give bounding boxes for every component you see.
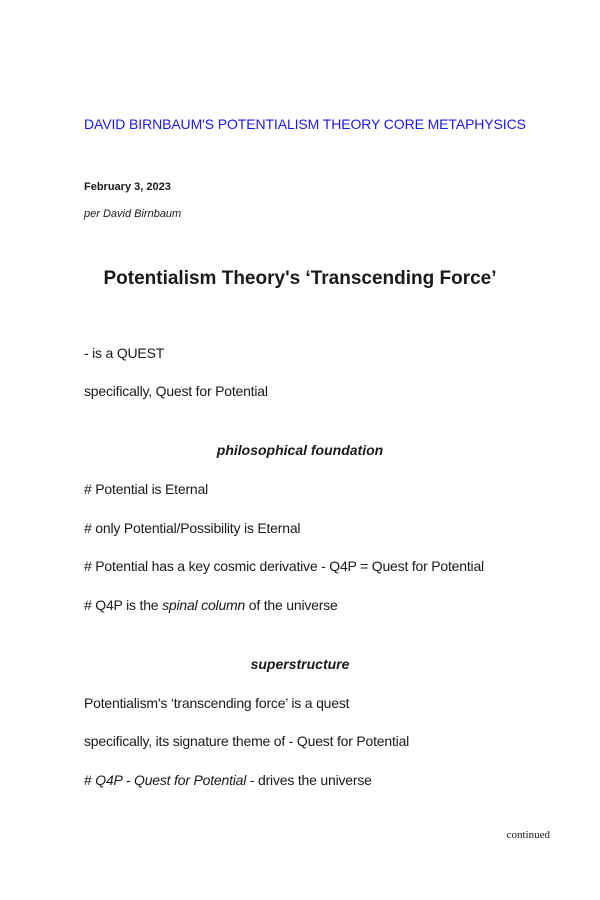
superstructure-line-3-prefix: #: [84, 772, 96, 788]
superstructure-line-3: [84, 772, 372, 788]
superstructure-line-3-suffix: - drives the universe: [246, 772, 372, 788]
foundation-line-4-suffix: of the universe: [245, 597, 338, 613]
section-heading-philosophical-foundation: philosophical foundation: [216, 442, 384, 458]
foundation-line-3: # Potential has a key cosmic derivative - Q4P = Quest for Potential: [84, 558, 484, 574]
superstructure-line-1: Potentialism's ‘transcending force’ is a quest: [84, 695, 350, 711]
foundation-line-4-emphasis: spinal column: [162, 597, 246, 613]
post-date: February 3, 2023: [84, 181, 171, 193]
foundation-line-4-prefix: # Q4P is the: [84, 597, 163, 613]
superstructure-line-2: specifically, its signature theme of - Quest for Potential: [84, 733, 410, 749]
superstructure-line-3-emphasis: Q4P - Quest for Potential: [95, 772, 247, 788]
header-title-link[interactable]: DAVID BIRNBAUM'S POTENTIALISM THEORY CORE METAPHYSICS: [84, 116, 526, 132]
article-title: Potentialism Theory's ‘Transcending Force’: [103, 268, 497, 289]
intro-line-1: - is a QUEST: [84, 345, 165, 361]
foundation-line-4: [84, 597, 338, 613]
foundation-line-2: # only Potential/Possibility is Eternal: [84, 520, 301, 536]
section-heading-superstructure: superstructure: [250, 656, 350, 672]
post-author: per David Birnbaum: [84, 208, 182, 220]
continued-label: continued: [506, 829, 550, 841]
intro-line-2: specifically, Quest for Potential: [84, 383, 268, 399]
foundation-line-1: # Potential is Eternal: [84, 481, 209, 497]
